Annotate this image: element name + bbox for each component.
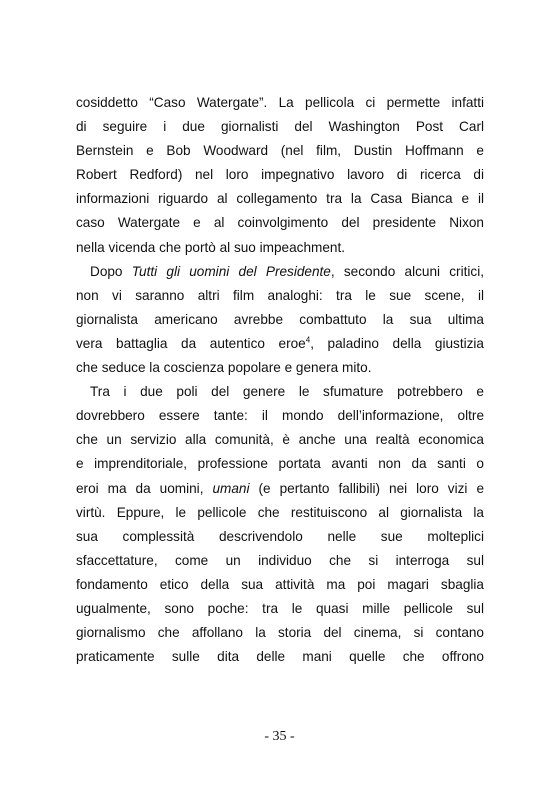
text-line: caso Watergate e al coinvolgimento del presidente Nixon	[76, 215, 484, 231]
text-line	[76, 477, 484, 501]
text-span: , paladino della giustizia	[310, 335, 484, 351]
text-line: Bernstein e Bob Woodward (nel film, Dustin Hoffmann e	[76, 143, 484, 159]
text-line: e imprenditoriale, professione portata avanti non da santi o	[76, 456, 484, 472]
text-span: , secondo alcuni critici,	[330, 263, 484, 279]
paragraph-1	[76, 91, 484, 260]
text-line: che seduce la coscienza popolare e genera mito.	[76, 360, 372, 376]
text-line: Tra i due poli del genere le sfumature potrebbero e	[90, 384, 484, 400]
text-line: nella vicenda che portò al suo impeachment.	[76, 239, 346, 255]
text-line: che un servizio alla comunità, è anche una realtà economica	[76, 432, 484, 448]
text-line: non vi saranno altri film analoghi: tra le sue scene, il	[76, 287, 484, 303]
body-text	[76, 91, 484, 669]
text-line: di seguire i due giornalisti del Washington Post Carl	[76, 119, 484, 135]
text-line: sua complessità descrivendolo nelle sue molteplici	[76, 528, 484, 544]
text-line: giornalismo che affollano la storia del cinema, si contano	[76, 625, 484, 641]
text-line: sfaccettature, come un individuo che si interroga sul	[76, 552, 484, 568]
text-line: dovrebbero essere tante: il mondo dell’informazione, oltre	[76, 408, 484, 424]
text-line: cosiddetto “Caso Watergate”. La pellicola ci permette infatti	[76, 95, 484, 110]
footnote-marker: 4	[305, 335, 311, 345]
text-span: (e pertanto fallibili) nei loro vizi e	[249, 480, 484, 496]
page-number: - 35 -	[264, 729, 295, 744]
text-span: Dopo	[90, 263, 132, 279]
text-line: ugualmente, sono poche: tra le quasi mille pellicole sul	[76, 600, 484, 616]
text-line: virtù. Eppure, le pellicole che restituiscono al giornalista la	[76, 504, 484, 520]
text-line: fondamento etico della sua attività ma poi magari sbaglia	[76, 576, 484, 592]
text-line: giornalista americano avrebbe combattuto la sua ultima	[76, 311, 484, 327]
text-line	[76, 332, 484, 356]
text-line	[76, 260, 484, 284]
italic-word: umani	[212, 480, 250, 496]
paragraph-3	[76, 380, 484, 669]
text-line: informazioni riguardo al collegamento tra la Casa Bianca e il	[76, 191, 484, 207]
text-span: vera battaglia da autentico eroe	[76, 335, 306, 351]
paragraph-2	[76, 260, 484, 380]
text-line: praticamente sulle dita delle mani quelle che offrono	[76, 649, 484, 665]
text-span: eroi ma da uomini,	[76, 480, 213, 496]
text-line: Robert Redford) nel loro impegnativo lavoro di ricerca di	[76, 167, 484, 183]
film-title-italic: Tutti gli uomini del Presidente	[131, 263, 331, 279]
